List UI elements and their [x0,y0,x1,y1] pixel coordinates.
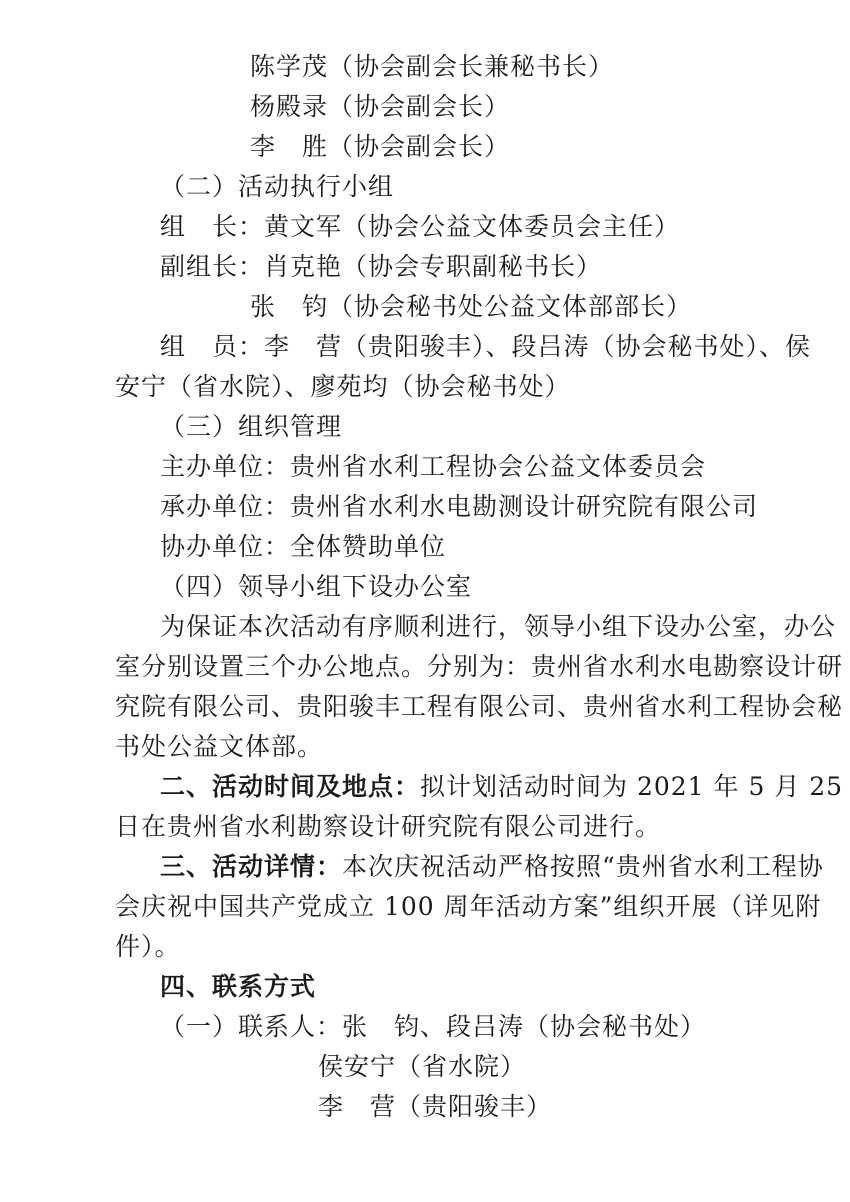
leader-1: 陈学茂（协会副会长兼秘书长） [250,52,615,81]
section-4-heading: （四）领导小组下设办公室 [160,572,473,601]
members-line-2: 安宁（省水院）、廖苑均（协会秘书处） [115,372,571,401]
time-place-text: 拟计划活动时间为 2021 年 5 月 25 [420,772,844,801]
office-para-line-2: 室分别设置三个办公地点。分别为：贵州省水利水电勘察设计研 [115,652,844,681]
section-3-heading: （三）组织管理 [160,412,343,441]
time-place-heading: 二、活动时间及地点： [160,772,421,801]
office-para-line-4: 书处公益文体部。 [115,732,324,761]
section-2-heading: （二）活动执行小组 [160,172,395,201]
contact-line-1: （一）联系人：张 钧、段吕涛（协会秘书处） [160,1012,707,1041]
details-heading: 三、活动详情： [160,852,343,881]
details-line-2: 会庆祝中国共产党成立 100 周年活动方案”组织开展（详见附 [115,892,822,921]
office-para-line-3: 究院有限公司、贵阳骏丰工程有限公司、贵州省水利工程协会秘 [115,692,844,721]
members-line-1: 组 员：李 营（贵阳骏丰）、段吕涛（协会秘书处）、侯 [160,332,812,361]
contact-heading: 四、联系方式 [160,972,317,1001]
leader-2: 杨殿录（协会副会长） [250,92,511,121]
office-para-line-1: 为保证本次活动有序顺利进行，领导小组下设办公室，办公 [160,612,837,641]
leader-3: 李 胜（协会副会长） [250,132,511,161]
host-unit: 主办单位：贵州省水利工程协会公益文体委员会 [160,452,707,481]
time-place-line-1 [160,772,843,802]
details-line-1 [160,852,824,882]
vice-leader-1: 副组长：肖克艳（协会专职副秘书长） [160,252,603,281]
vice-leader-2: 张 钧（协会秘书处公益文体部部长） [250,292,693,321]
contact-line-3: 李 营（贵阳骏丰） [318,1092,553,1121]
organizer-unit: 承办单位：贵州省水利水电勘测设计研究院有限公司 [160,492,759,521]
details-line-3: 件）。 [115,932,181,961]
time-place-line-2: 日在贵州省水利勘察设计研究院有限公司进行。 [115,812,662,841]
details-text: 本次庆祝活动严格按照“贵州省水利工程协 [342,852,824,881]
group-leader: 组 长：黄文军（协会公益文体委员会主任） [160,212,681,241]
contact-line-2: 侯安宁（省水院） [318,1052,527,1081]
co-organizer-unit: 协办单位：全体赞助单位 [160,532,447,561]
